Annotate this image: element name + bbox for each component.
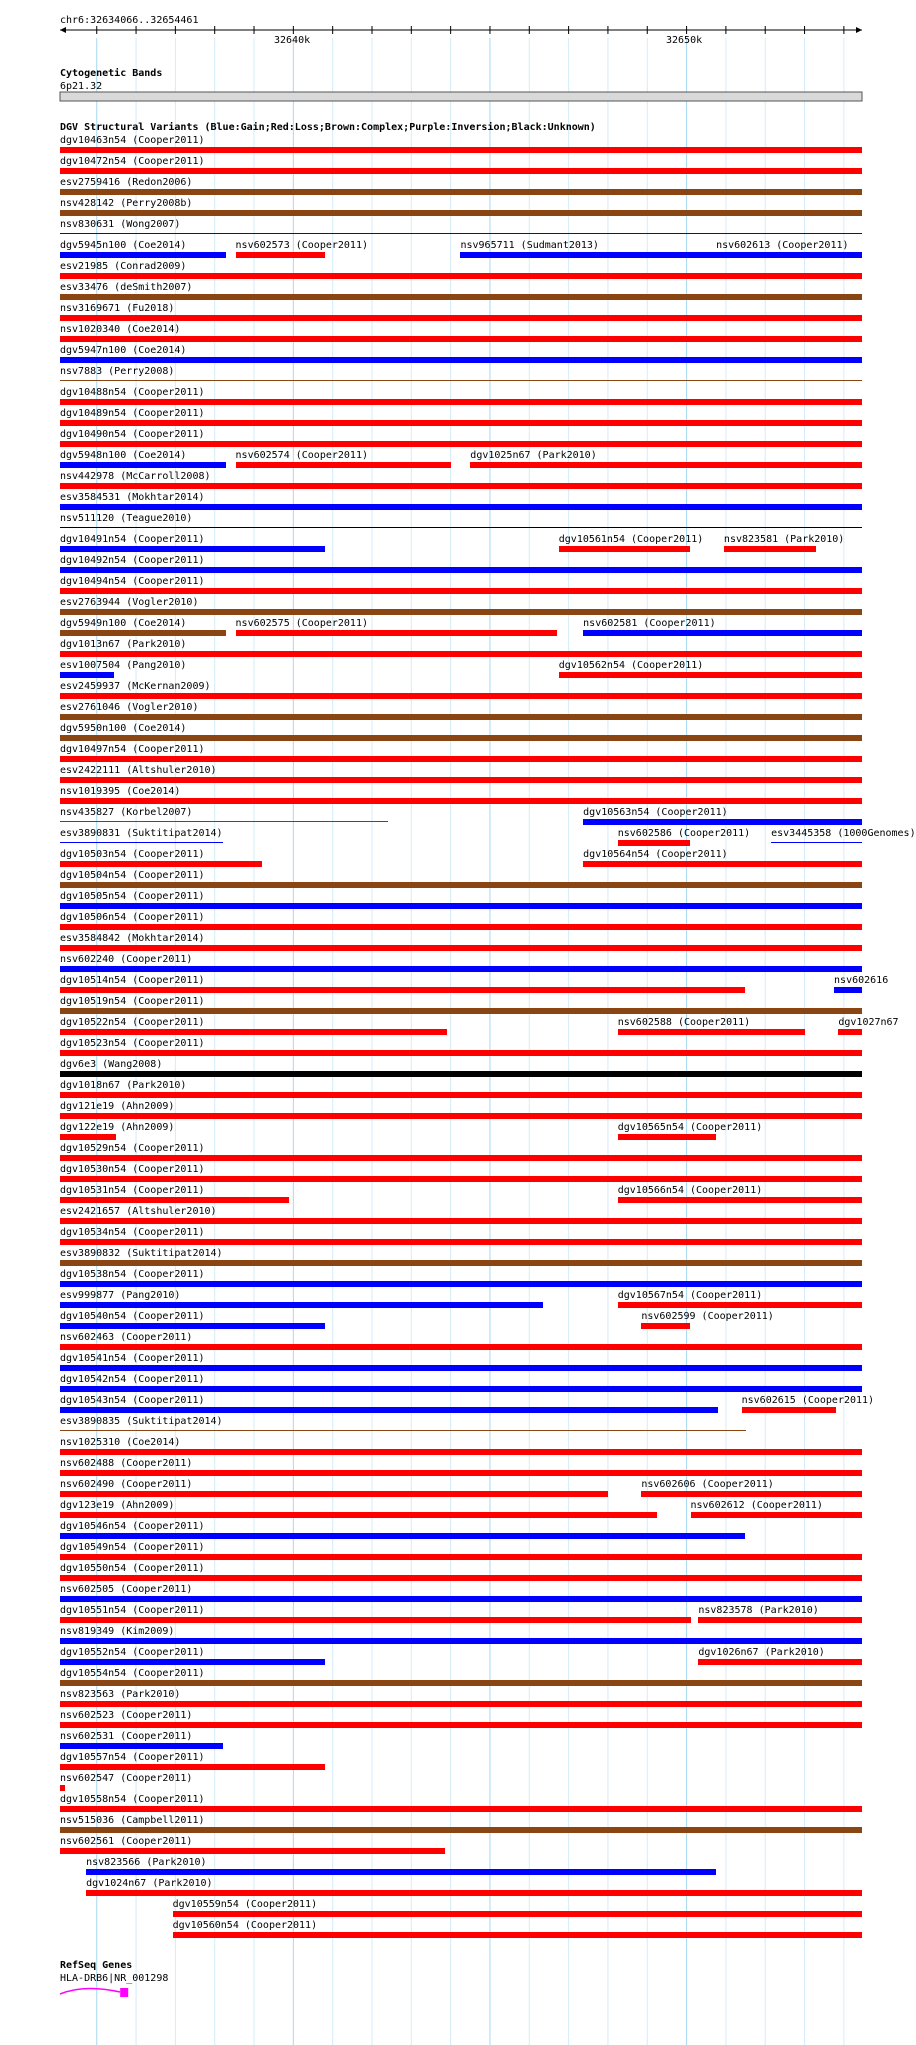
variant-label[interactable]: dgv10563n54 (Cooper2011): [583, 807, 728, 818]
variant-label[interactable]: dgv10491n54 (Cooper2011): [60, 534, 205, 545]
variant-label[interactable]: nsv965711 (Sudmant2013): [460, 240, 599, 251]
variant-label[interactable]: nsv602606 (Cooper2011): [641, 1479, 774, 1490]
variant-label[interactable]: esv3584842 (Mokhtar2014): [60, 933, 205, 944]
variant-label[interactable]: dgv1026n67 (Park2010): [698, 1647, 825, 1658]
cytoband-track-title: Cytogenetic Bands: [60, 68, 163, 79]
ruler-location: chr6:32634066..32654461: [60, 15, 199, 26]
variant-label[interactable]: nsv602573 (Cooper2011): [235, 240, 368, 251]
variant-label[interactable]: nsv602523 (Cooper2011): [60, 1710, 193, 1721]
variant-label[interactable]: nsv435827 (Korbel2007): [60, 807, 193, 818]
variant-label[interactable]: dgv122e19 (Ahn2009): [60, 1122, 175, 1133]
variant-label[interactable]: nsv3169671 (Fu2018): [60, 303, 175, 314]
variant-label[interactable]: dgv10561n54 (Cooper2011): [558, 534, 704, 545]
variant-label[interactable]: esv3890832 (Suktitipat2014): [60, 1248, 223, 1259]
variant-label[interactable]: dgv10538n54 (Cooper2011): [60, 1269, 205, 1280]
variant-label[interactable]: dgv10463n54 (Cooper2011): [60, 135, 205, 146]
refseq-track-title: RefSeq Genes: [60, 1960, 133, 1971]
variant-label[interactable]: dgv10551n54 (Cooper2011): [60, 1605, 205, 1616]
variant-label[interactable]: dgv10488n54 (Cooper2011): [60, 387, 205, 398]
variant-label[interactable]: dgv10472n54 (Cooper2011): [60, 156, 205, 167]
variant-label[interactable]: dgv10557n54 (Cooper2011): [60, 1752, 205, 1763]
variant-label[interactable]: nsv1020340 (Coe2014): [60, 324, 181, 335]
variant-label[interactable]: nsv602531 (Cooper2011): [60, 1731, 193, 1742]
variant-label[interactable]: esv3584531 (Mokhtar2014): [60, 492, 205, 503]
variant-label[interactable]: esv21985 (Conrad2009): [60, 261, 187, 272]
gene-intron-line: [60, 1988, 120, 1994]
variant-label[interactable]: nsv823581 (Park2010): [723, 534, 845, 545]
variant-label[interactable]: nsv602586 (Cooper2011): [617, 828, 751, 839]
variant-label[interactable]: dgv5948n100 (Coe2014): [60, 450, 187, 461]
variant-label[interactable]: nsv602561 (Cooper2011): [60, 1836, 193, 1847]
variant-label[interactable]: dgv10554n54 (Cooper2011): [60, 1668, 205, 1679]
variant-label[interactable]: nsv602613 (Cooper2011): [716, 240, 849, 251]
variant-label[interactable]: dgv10540n54 (Cooper2011): [60, 1311, 205, 1322]
variant-label[interactable]: dgv5947n100 (Coe2014): [60, 345, 187, 356]
variant-label[interactable]: nsv602612 (Cooper2011): [690, 1500, 823, 1511]
dgv-track-title: DGV Structural Variants (Blue:Gain;Red:Loss;Brown:Complex;Purple:Inversion;Black:Unknown): [60, 122, 596, 133]
variant-label[interactable]: esv999877 (Pang2010): [60, 1290, 181, 1301]
variant-label[interactable]: dgv10529n54 (Cooper2011): [60, 1143, 205, 1154]
variant-label[interactable]: esv2763944 (Vogler2010): [60, 597, 199, 608]
variant-label[interactable]: dgv10542n54 (Cooper2011): [60, 1374, 205, 1385]
variant-label[interactable]: nsv602581 (Cooper2011): [583, 618, 716, 629]
variant-label[interactable]: esv2421657 (Altshuler2010): [60, 1206, 217, 1217]
variant-label[interactable]: dgv10522n54 (Cooper2011): [60, 1017, 205, 1028]
ruler-left-arrow: [60, 27, 66, 33]
variant-label[interactable]: dgv10519n54 (Cooper2011): [60, 996, 205, 1007]
variant-label[interactable]: nsv602463 (Cooper2011): [60, 1332, 193, 1343]
variant-label[interactable]: dgv10531n54 (Cooper2011): [60, 1185, 205, 1196]
variant-label[interactable]: nsv602505 (Cooper2011): [60, 1584, 193, 1595]
gene-exon: [120, 1988, 128, 1997]
variant-label[interactable]: dgv5950n100 (Coe2014): [60, 723, 187, 734]
variant-label[interactable]: dgv10560n54 (Cooper2011): [172, 1920, 318, 1931]
variant-label[interactable]: nsv1025310 (Coe2014): [60, 1437, 181, 1448]
variant-label[interactable]: nsv830631 (Wong2007): [60, 219, 181, 230]
variant-label[interactable]: dgv5949n100 (Coe2014): [60, 618, 187, 629]
variant-label[interactable]: dgv10489n54 (Cooper2011): [60, 408, 205, 419]
variant-label[interactable]: nsv602490 (Cooper2011): [60, 1479, 193, 1490]
variant-label[interactable]: nsv511120 (Teague2010): [60, 513, 193, 524]
variant-label[interactable]: dgv10534n54 (Cooper2011): [60, 1227, 205, 1238]
variant-label[interactable]: nsv602616: [834, 975, 889, 986]
variant-label[interactable]: dgv10494n54 (Cooper2011): [60, 576, 205, 587]
variant-label[interactable]: dgv10546n54 (Cooper2011): [60, 1521, 205, 1532]
variant-label[interactable]: nsv602615 (Cooper2011): [741, 1395, 875, 1406]
variant-label[interactable]: nsv602588 (Cooper2011): [617, 1017, 751, 1028]
variant-label[interactable]: esv3890831 (Suktitipat2014): [60, 828, 223, 839]
variant-label[interactable]: dgv10543n54 (Cooper2011): [60, 1395, 205, 1406]
variant-label[interactable]: esv3445358 (1000Genomes): [771, 828, 916, 839]
variant-label[interactable]: dgv10550n54 (Cooper2011): [60, 1563, 205, 1574]
variant-label[interactable]: dgv10566n54 (Cooper2011): [617, 1185, 763, 1196]
variant-label[interactable]: dgv1013n67 (Park2010): [60, 639, 187, 650]
variant-label[interactable]: nsv428142 (Perry2008b): [60, 198, 193, 209]
variant-label[interactable]: nsv602488 (Cooper2011): [60, 1458, 193, 1469]
variant-label[interactable]: dgv10552n54 (Cooper2011): [60, 1647, 205, 1658]
variant-label[interactable]: dgv121e19 (Ahn2009): [60, 1101, 175, 1112]
variant-label[interactable]: dgv10490n54 (Cooper2011): [60, 429, 205, 440]
cytoband-label: 6p21.32: [60, 81, 103, 92]
variant-label[interactable]: dgv10503n54 (Cooper2011): [60, 849, 205, 860]
variant-label[interactable]: dgv10558n54 (Cooper2011): [60, 1794, 205, 1805]
variant-label[interactable]: dgv10514n54 (Cooper2011): [60, 975, 205, 986]
gene-label[interactable]: HLA-DRB6|NR_001298: [60, 1973, 169, 1984]
variant-label[interactable]: esv2761046 (Vogler2010): [60, 702, 199, 713]
variant-label[interactable]: dgv10504n54 (Cooper2011): [60, 870, 205, 881]
variant-label[interactable]: nsv823563 (Park2010): [60, 1689, 181, 1700]
variant-label[interactable]: nsv823578 (Park2010): [698, 1605, 819, 1616]
variant-label[interactable]: dgv123e19 (Ahn2009): [60, 1500, 175, 1511]
variant-label[interactable]: dgv1025n67 (Park2010): [470, 450, 597, 461]
variant-label[interactable]: nsv602547 (Cooper2011): [60, 1773, 193, 1784]
variant-label[interactable]: esv2459937 (McKernan2009): [60, 681, 211, 692]
variant-label[interactable]: dgv10505n54 (Cooper2011): [60, 891, 205, 902]
variant-label[interactable]: dgv10506n54 (Cooper2011): [60, 912, 205, 923]
variant-label[interactable]: dgv10562n54 (Cooper2011): [558, 660, 704, 671]
variant-label[interactable]: esv3890835 (Suktitipat2014): [60, 1416, 223, 1427]
variant-label[interactable]: dgv10567n54 (Cooper2011): [617, 1290, 763, 1301]
variant-label[interactable]: esv1007504 (Pang2010): [60, 660, 187, 671]
cytoband-bar: [60, 92, 862, 101]
variant-label[interactable]: nsv602575 (Cooper2011): [235, 618, 368, 629]
variant-label[interactable]: dgv10559n54 (Cooper2011): [172, 1899, 318, 1910]
variant-label[interactable]: esv33476 (deSmith2007): [60, 282, 193, 293]
ruler-tick-label-32640k: 32640k: [274, 35, 311, 46]
variant-label[interactable]: nsv515036 (Campbell2011): [60, 1815, 205, 1826]
variant-label[interactable]: dgv1027n67: [838, 1017, 899, 1028]
variant-label[interactable]: dgv1024n67 (Park2010): [86, 1878, 213, 1889]
variant-label[interactable]: dgv10523n54 (Cooper2011): [60, 1038, 205, 1049]
variant-label[interactable]: dgv1018n67 (Park2010): [60, 1080, 187, 1091]
variant-label[interactable]: dgv5945n100 (Coe2014): [60, 240, 187, 251]
variant-label[interactable]: dgv10541n54 (Cooper2011): [60, 1353, 205, 1364]
variant-label[interactable]: dgv6e3 (Wang2008): [60, 1059, 163, 1070]
variant-label[interactable]: dgv10564n54 (Cooper2011): [583, 849, 728, 860]
variant-label[interactable]: nsv7883 (Perry2008): [60, 366, 175, 377]
variant-label[interactable]: dgv10497n54 (Cooper2011): [60, 744, 205, 755]
variant-label[interactable]: esv2759416 (Redon2006): [60, 177, 193, 188]
ruler-tick-label-32650k: 32650k: [666, 35, 703, 46]
variant-label[interactable]: dgv10549n54 (Cooper2011): [60, 1542, 205, 1553]
variant-label[interactable]: dgv10530n54 (Cooper2011): [60, 1164, 205, 1175]
ruler-right-arrow: [856, 27, 862, 33]
variant-label[interactable]: esv2422111 (Altshuler2010): [60, 765, 217, 776]
variant-label[interactable]: nsv823566 (Park2010): [86, 1857, 207, 1868]
variant-label[interactable]: dgv10492n54 (Cooper2011): [60, 555, 205, 566]
variant-label[interactable]: nsv602240 (Cooper2011): [60, 954, 193, 965]
variant-label[interactable]: nsv819349 (Kim2009): [60, 1626, 175, 1637]
variant-label[interactable]: nsv602574 (Cooper2011): [235, 450, 368, 461]
variant-label[interactable]: nsv1019395 (Coe2014): [60, 786, 181, 797]
variant-label[interactable]: dgv10565n54 (Cooper2011): [617, 1122, 763, 1133]
variant-label[interactable]: nsv442978 (McCarroll2008): [60, 471, 211, 482]
variant-label[interactable]: nsv602599 (Cooper2011): [641, 1311, 774, 1322]
